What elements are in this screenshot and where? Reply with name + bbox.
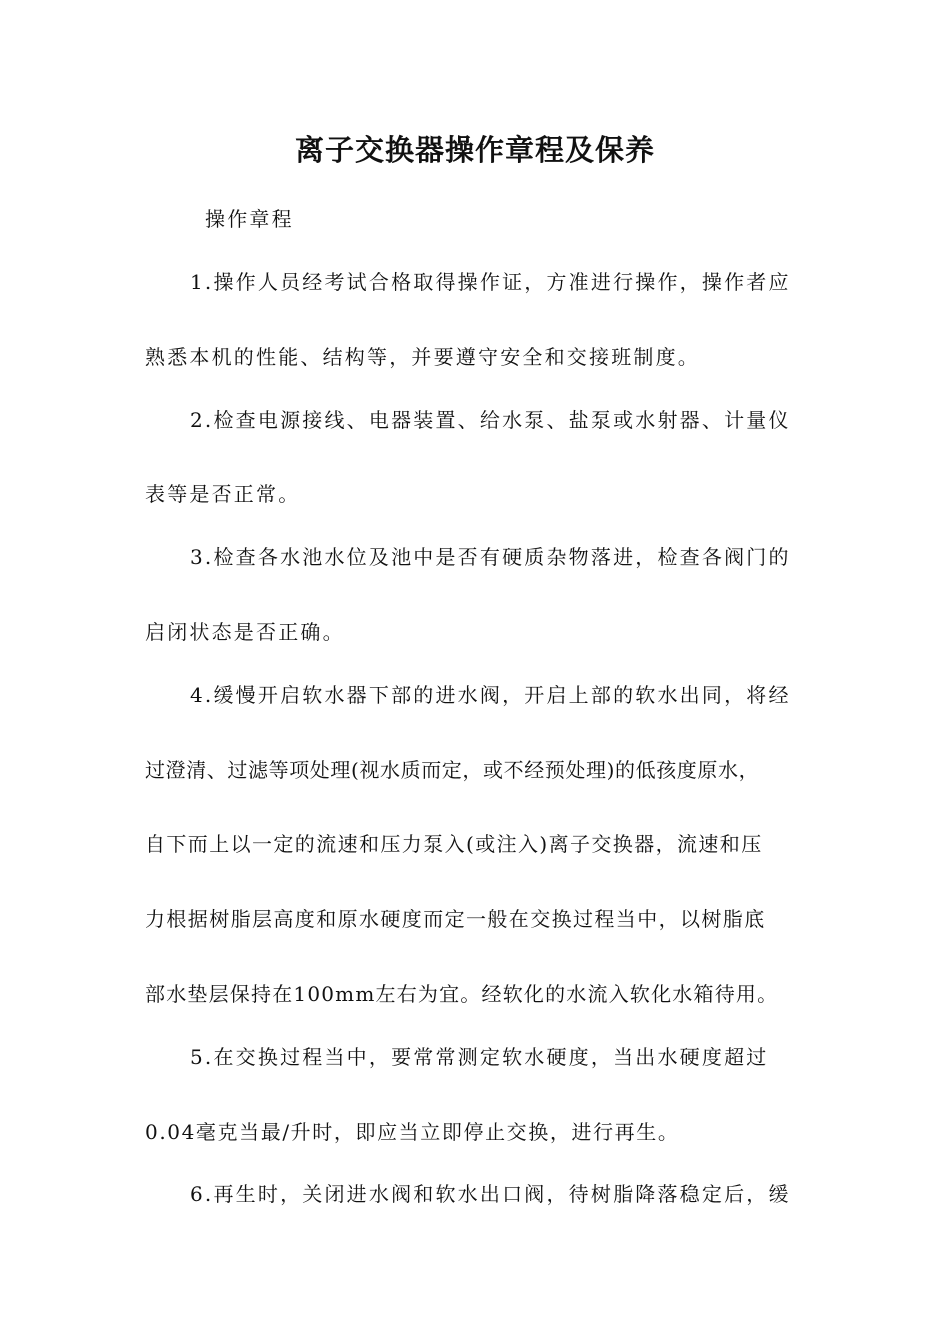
- paragraph-line: 2.检查电源接线、电器装置、给水泵、盐泵或水射器、计量仪: [190, 408, 791, 432]
- document-title: 离子交换器操作章程及保养: [294, 133, 655, 167]
- section-heading: 操作章程: [205, 207, 294, 231]
- paragraph-line: 4.缓慢开启软水器下部的进水阀，开启上部的软水出同，将经: [190, 683, 791, 707]
- paragraph-line: 自下而上以一定的流速和压力泵入(或注入)离子交换器，流速和压: [145, 832, 763, 856]
- paragraph-line: 启闭状态是否正确。: [145, 620, 345, 644]
- paragraph-line: 3.检查各水池水位及池中是否有硬质杂物落进，检查各阀门的: [190, 545, 791, 569]
- paragraph-line: 力根据树脂层高度和原水硬度而定一般在交换过程当中，以树脂底: [145, 907, 766, 931]
- paragraph-line: 熟悉本机的性能、结构等，并要遵守安全和交接班制度。: [145, 345, 700, 369]
- paragraph-line: 5.在交换过程当中，要常常测定软水硬度，当出水硬度超过: [190, 1045, 769, 1069]
- paragraph-line: 部水垫层保持在100mm左右为宜。经软化的水流入软化水箱待用。: [145, 982, 779, 1006]
- paragraph-line: 6.再生时，关闭进水阀和软水出口阀，待树脂降落稳定后，缓: [190, 1182, 791, 1206]
- paragraph-line: 0.04毫克当最/升时，即应当立即停止交换，进行再生。: [145, 1120, 680, 1144]
- paragraph-line: 过澄清、过滤等项处理(视水质而定，或不经预处理)的低孩度原水，: [145, 758, 760, 782]
- paragraph-line: 1.操作人员经考试合格取得操作证，方准进行操作，操作者应: [190, 270, 791, 294]
- paragraph-line: 表等是否正常。: [145, 482, 301, 506]
